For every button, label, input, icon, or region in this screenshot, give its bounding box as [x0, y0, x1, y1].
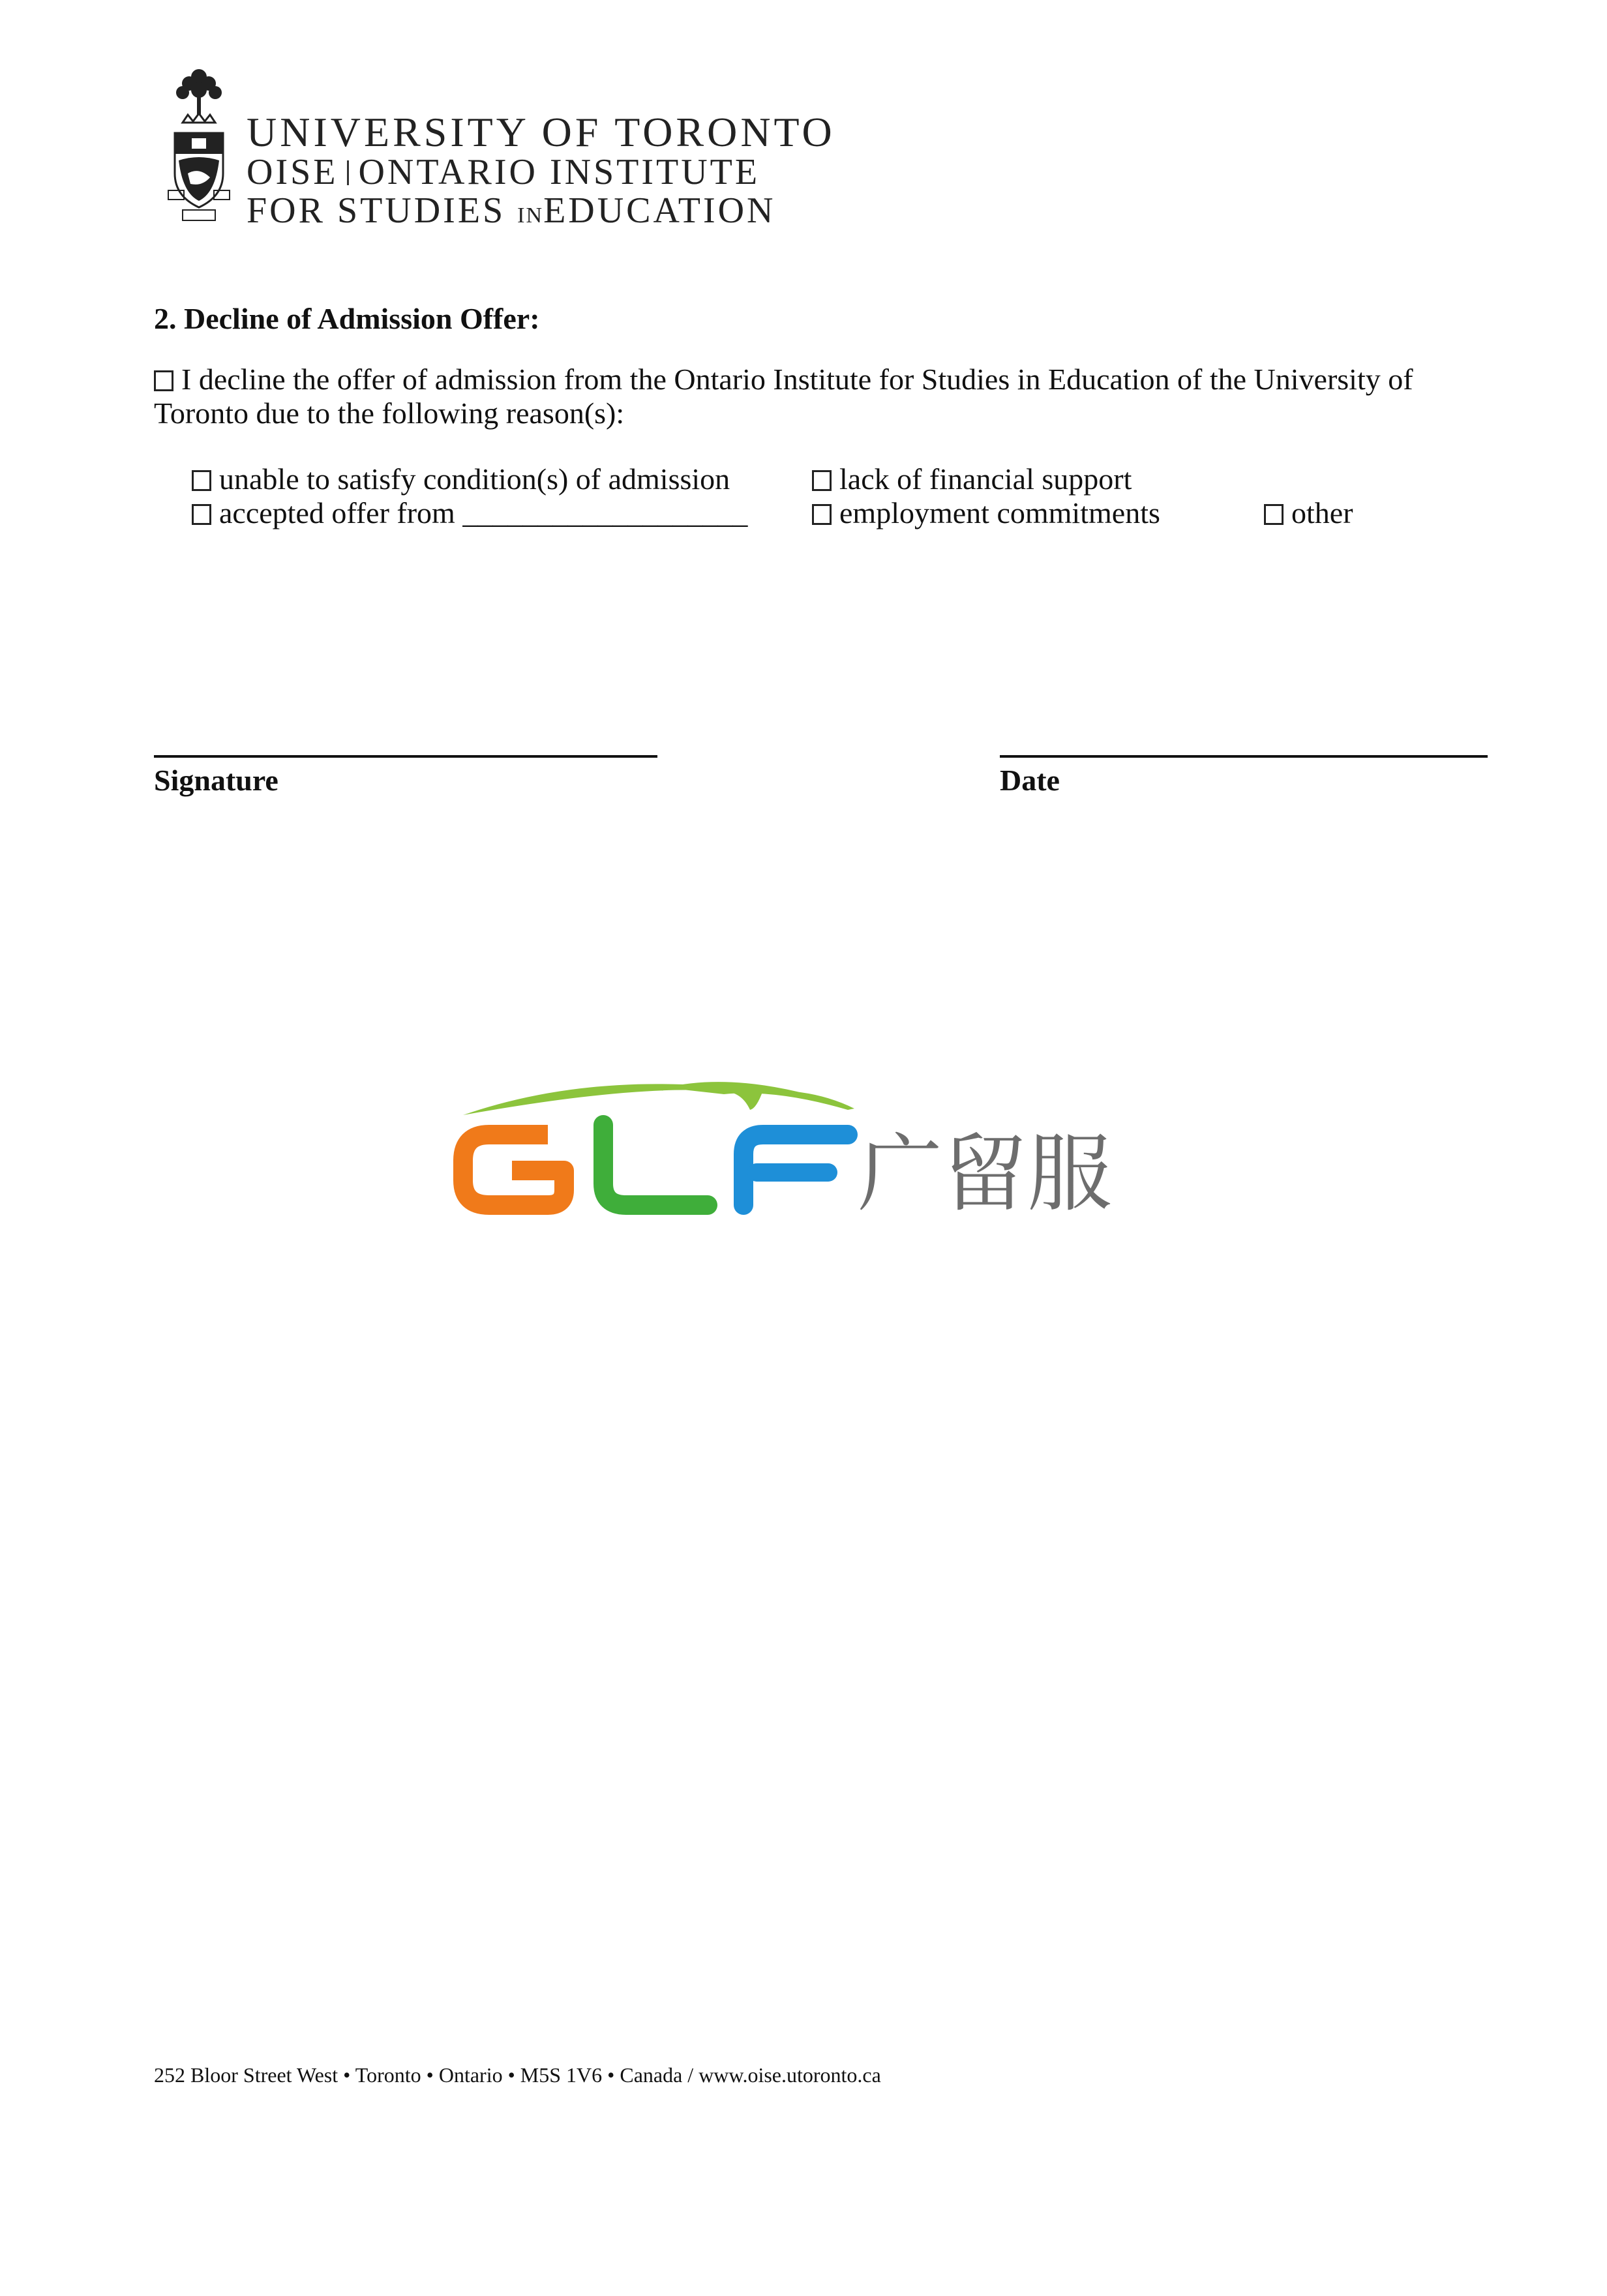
- institute-name: ONTARIO INSTITUTE: [358, 152, 760, 192]
- checkbox[interactable]: [812, 470, 832, 491]
- option-other[interactable]: [1264, 496, 1353, 530]
- date-label: Date: [1000, 764, 1060, 797]
- option-label: employment commitments: [839, 496, 1160, 529]
- university-name: UNIVERSITY OF TORONTO: [247, 109, 835, 155]
- option-employment[interactable]: [812, 496, 1160, 530]
- decline-statement: [154, 363, 1432, 430]
- option-unable-conditions[interactable]: [192, 462, 730, 496]
- signature-line[interactable]: [154, 755, 657, 758]
- glf-watermark-logo: [450, 1063, 1167, 1219]
- date-line[interactable]: [1000, 755, 1488, 758]
- institute-name-line: [247, 151, 760, 193]
- glf-chinese-text: 广留服: [858, 1124, 1113, 1219]
- option-accepted-offer[interactable]: [192, 496, 747, 530]
- institute-name-part-b: EDUCATION: [543, 190, 776, 231]
- checkbox[interactable]: [192, 470, 211, 491]
- option-financial-support[interactable]: [812, 462, 1132, 496]
- institute-name-in: IN: [517, 203, 544, 228]
- footer-address: 252 Bloor Street West • Toronto • Ontario • M5S 1V6 • Canada / www.oise.utoronto.ca: [154, 2063, 881, 2087]
- institute-name-line-2: [247, 190, 775, 231]
- checkbox[interactable]: [192, 504, 211, 525]
- separator-bar: [347, 160, 349, 185]
- signature-label: Signature: [154, 764, 278, 797]
- option-label: lack of financial support: [839, 462, 1132, 496]
- decline-statement-text: I decline the offer of admission from the Ontario Institute for Studies in Education of the University of Toronto due to the following reason(s):: [154, 363, 1413, 430]
- oise-acronym: OISE: [247, 152, 338, 192]
- section-heading: 2. Decline of Admission Offer:: [154, 302, 540, 335]
- option-label: unable to satisfy condition(s) of admission: [219, 462, 730, 496]
- checkbox[interactable]: [812, 504, 832, 525]
- institute-name-part-a: FOR STUDIES: [247, 190, 506, 231]
- university-crest-logo: [163, 63, 235, 226]
- decline-checkbox[interactable]: [154, 370, 173, 391]
- checkbox[interactable]: [1264, 504, 1284, 525]
- option-label: accepted offer from ___________________: [219, 496, 748, 529]
- option-label: other: [1291, 496, 1353, 529]
